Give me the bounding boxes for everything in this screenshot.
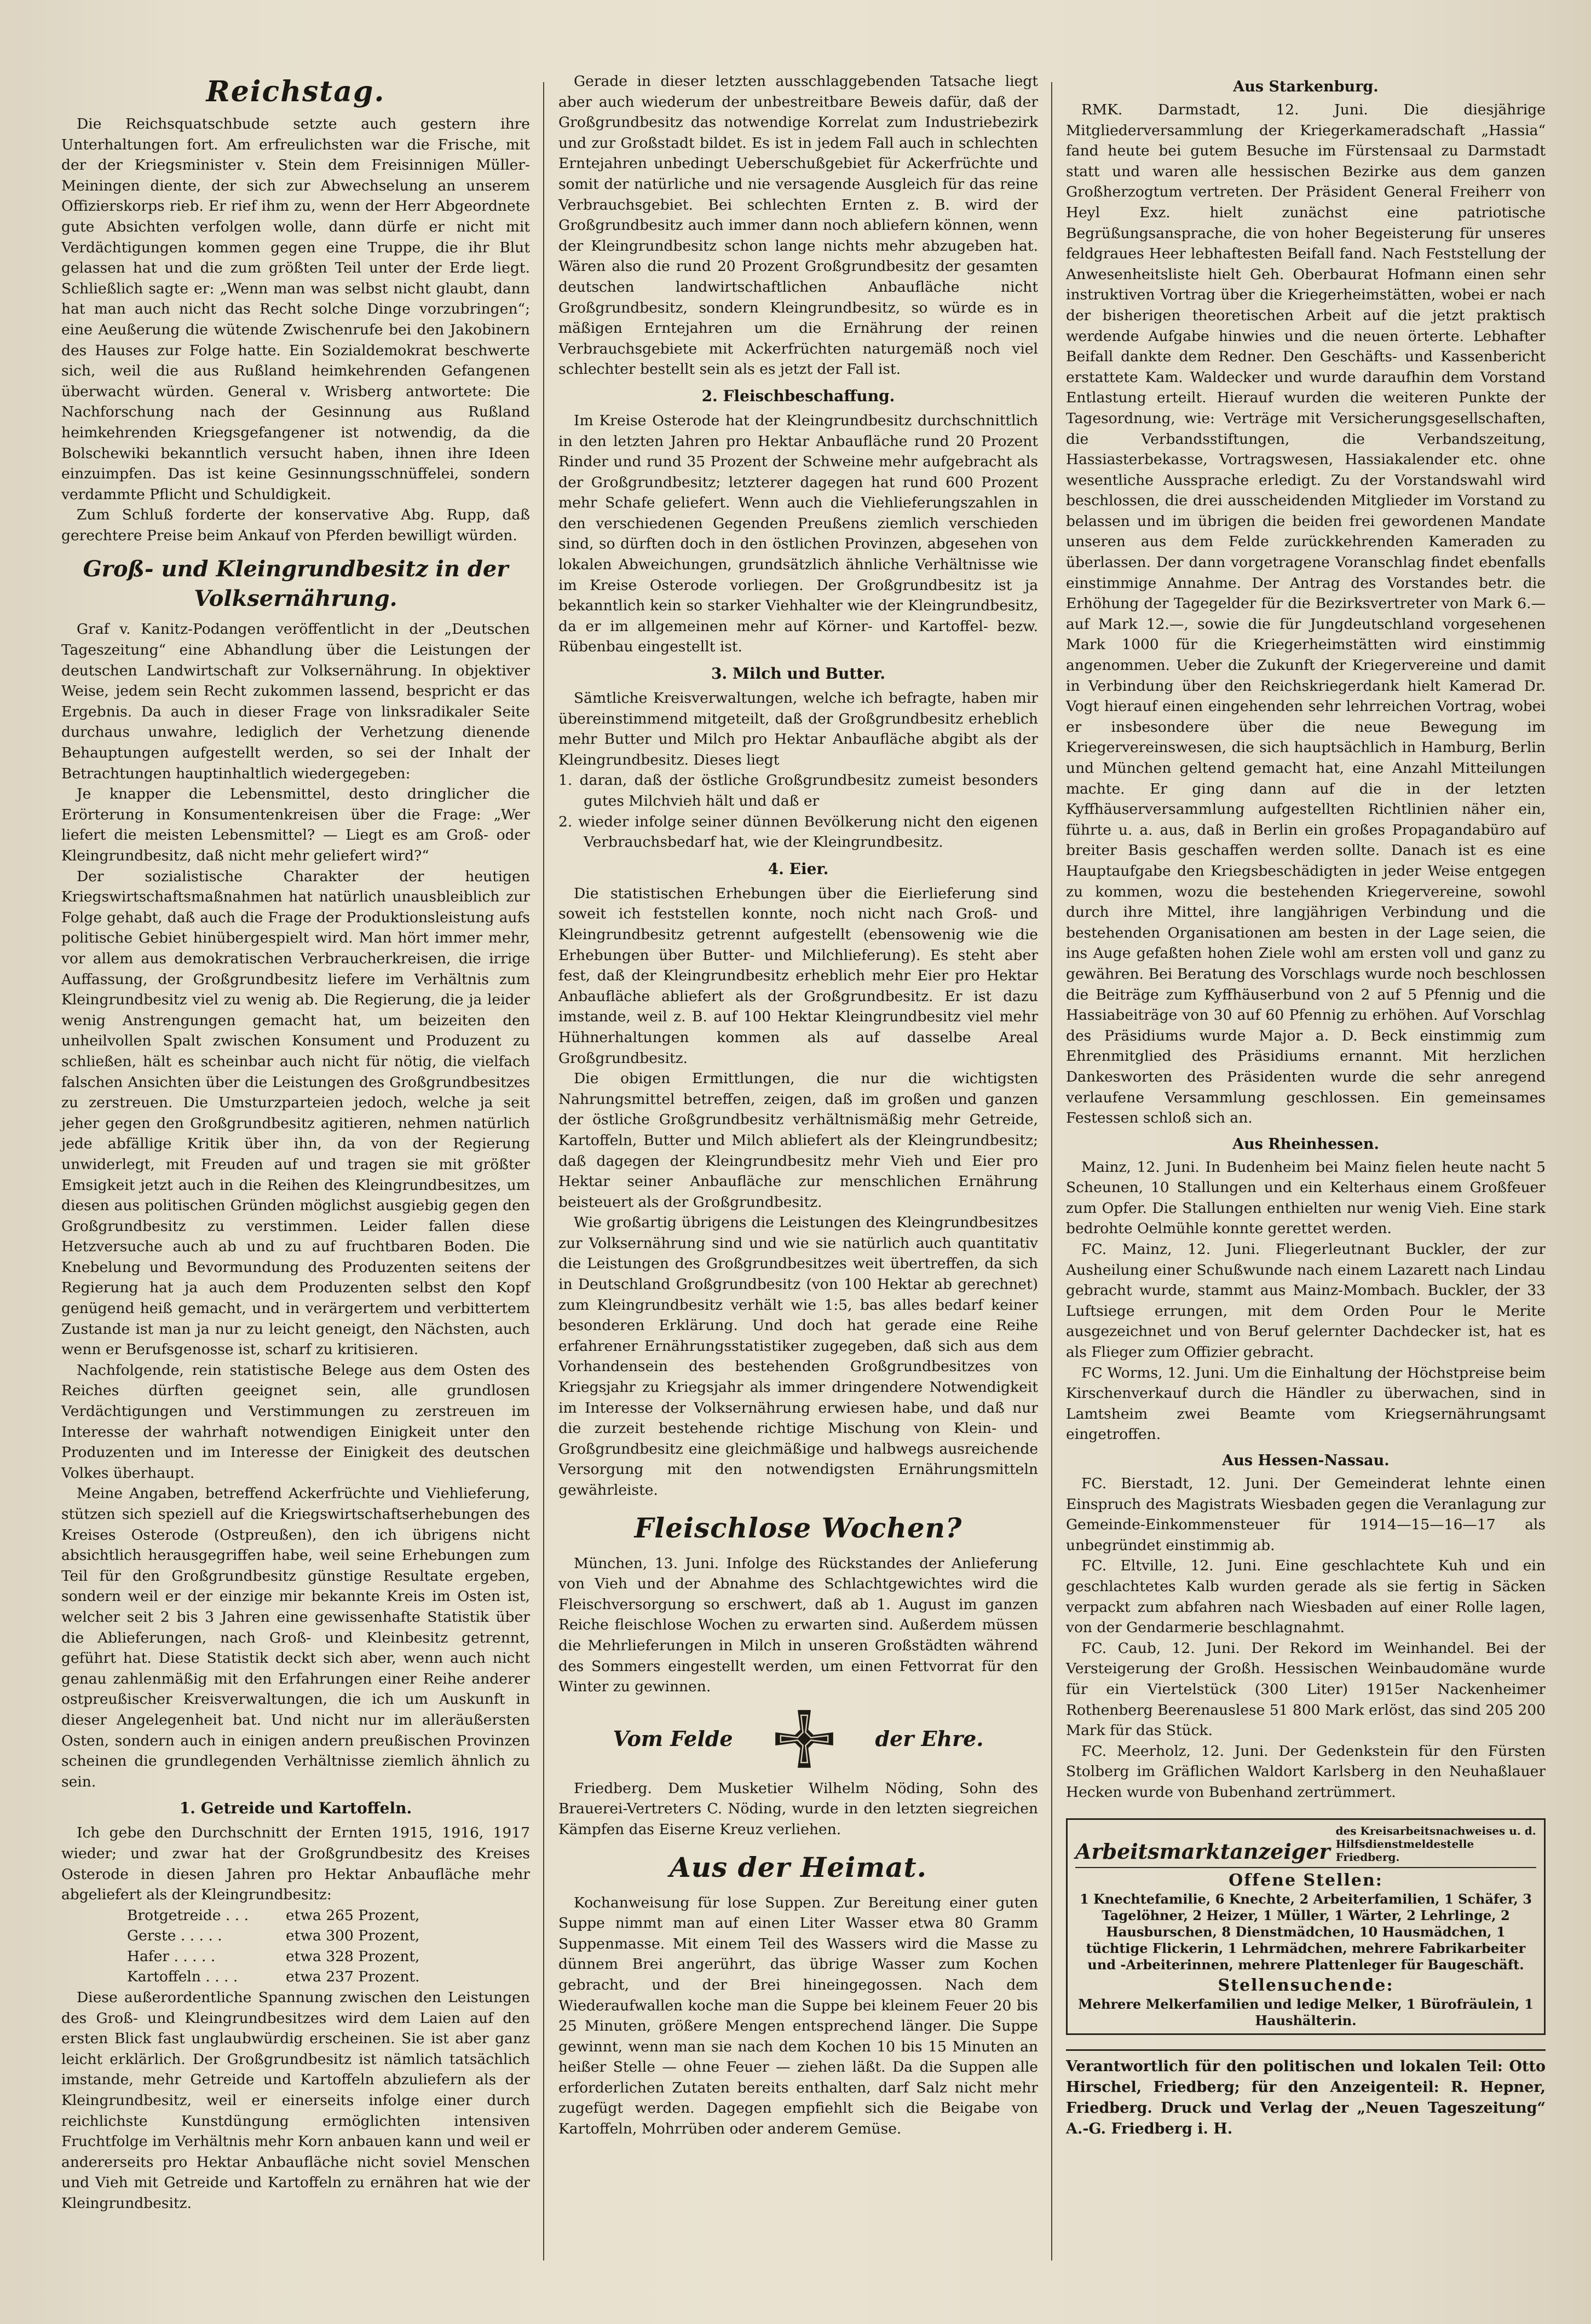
article-paragraph: München, 13. Juni. Infolge des Rückstandes der Anlieferung von Vieh und der Abnahme des Schlachtgewichtes wird die Fleischversorgung so erschwert, daß ab 1. August im ganzen Reiche fleischlose Wochen zu erwarten sind. Außerdem müssen die Mehrlieferungen in Milch in unseren Großstädten während des Sommers eingestellt werden, um einen Fettvorrat für den Winter zu gewinnen. — [558, 1554, 1038, 1696]
table-row — [127, 1926, 530, 1946]
job-seekers-text: Mehrere Melkerfamilien und ledige Melker, 1 Bürofräulein, 1 Haushälterin. — [1078, 1996, 1534, 2028]
table-cell-value: etwa 237 Prozent. — [286, 1968, 420, 1986]
column-3 — [1059, 71, 1552, 2140]
article-paragraph: Diese außerordentliche Spannung zwischen den Leistungen des Groß- und Kleingrundbesitzes wird dem Laien auf den ersten Blick fast unglaubwürdig erscheinen. Sie ist aber ganz leicht erklärlich. Der Großgrundbesitz ist nämlich tatsächlich imstande, mehr Getreide und Kartoffeln abzuliefern als der Kleingrundbesitz, weil er einerseits infolge einer durch reichlichste Kunstdüngung ermöglichten intensiven Fruchtfolge im Verhältnis mehr Korn anbauen kann und weil er andererseits pro Hektar Anbaufläche nicht soviel Menschen und Vieh mit Getreide und Kartoffeln zu ernähren hat wie der Kleingrundbesitz. — [61, 1989, 530, 2212]
imprint: Verantwortlich für den politischen und lokalen Teil: Otto Hirschel, Friedberg; für den Anzeigenteil: R. Hepner, Friedberg. Druck und Verlag der „Neuen Tageszeitung“ A.-G. Friedberg i. H. — [1066, 2049, 1546, 2140]
table-row — [127, 1967, 530, 1987]
article-paragraph: Ich gebe den Durchschnitt der Ernten 1915, 1916, 1917 wieder; und zwar hat der Großgrundbesitz des Kreises Osterode in diesen Jahren pro Hektar Anbaufläche mehr abgeliefert als der Kleingrundbesitz: — [61, 1824, 530, 1904]
article-paragraph: Die statistischen Erhebungen über die Eierlieferung sind soweit ich feststellen konnte, noch nicht nach Groß- und Kleingrundbesitz getrennt aufgestellt (ebensowenig wie die Erhebungen über Butter- und Milchlieferung). Es steht aber fest, daß der Kleingrundbesitz erheblich mehr Eier pro Hektar Anbaufläche abliefert als der Großgrundbesitz. Er ist dazu imstande, weil z. B. auf 100 Hektar Kleingrundbesitz viel mehr Hühnerhaltungen kommen als auf dasselbe Areal Großgrundbesitz. — [558, 884, 1038, 1067]
news-item: FC. Bierstadt, 12. Juni. Der Gemeinderat lehnte einen Einspruch des Magistrats Wiesbaden gegen die Veranlagung zur Gemeinde-Einkommensteuer für 1914—15—16—17 als unbegründet einstimmig ab. — [1066, 1475, 1546, 1554]
table-cell-crop: Gerste . . . . . — [127, 1927, 222, 1945]
article-paragraph: Sämtliche Kreisverwaltungen, welche ich befragte, haben mir übereinstimmend mitgeteilt, daß der Großgrundbesitz erheblich mehr Butter und Milch pro Hektar Anbaufläche abgibt als der Kleingrundbesitz. Dieses liegt — [558, 690, 1038, 768]
reichstag-paragraph: Die Reichsquatschbude setzte auch gestern ihre Unterhaltungen fort. Am erfreulichsten war die Frische, mit der der Kriegsminister v. Stein dem Freisinnigen Müller-Meiningen diente, der sich zur Abwechselung an unserem Offizierskorps rieb. Er rief ihm zu, wenn der Herr Abgeordnete gute Absichten verfolgen wolle, dann dürfe er nicht mit Verdächtigungen kommen gegen eine Truppe, die ihr Blut gelassen hat und die zum größten Teil unter der Erde liegt. Schließlich sagte er: „Wenn man was selbst nicht glaubt, dann hat man auch nicht das Recht solche Dinge vorzubringen“; eine Aeußerung die wütende Zwischenrufe bei den Jakobinern des Hauses zur Folge hatte. Ein Sozialdemokrat beschwerte sich, weil die aus Rußland heimkehrenden Gefangenen überwacht würden. General v. Wrisberg antwortete: Die Nachforschung nach der Gesinnung aus Rußland heimkehrenden Kriegsgefangener ist notwendig, da die Bolschewiki bekanntlich versucht haben, ihnen ihre Ideen einzuimpfen. Das ist keine Gesinnungsschnüffelei, sondern verdammte Pflicht und Schuldigkeit. — [61, 115, 530, 503]
table-cell-value: etwa 328 Prozent, — [286, 1947, 420, 1965]
table-cell-crop: Hafer . . . . . — [127, 1947, 216, 1965]
table-cell-crop: Brotgetreide . . . — [127, 1906, 249, 1924]
column-rule — [543, 82, 544, 2261]
region-heading: Aus Starkenburg. — [1233, 78, 1379, 95]
job-market-box — [1066, 1818, 1546, 2035]
table-cell-value: etwa 265 Prozent, — [286, 1906, 420, 1924]
article-paragraph: Gerade in dieser letzten ausschlaggebenden Tatsache liegt aber auch wiederum der unbestreitbare Beweis dafür, daß der Großgrundbesitz das notwendige Korrelat zum Industriebezirk und zur Großstadt bildet. Es ist in jedem Fall auch in schlechten Erntejahren unbedingt Ueberschußgebiet für Ackerfrüchte und somit der natürliche und nie versagende Ausgleich für das reine Verbrauchsgebiet. Bei schlechten Ernten z. B. wird der Großgrundbesitz auch immer dann noch abliefern können, wenn der Kleingrundbesitz schon lange nichts mehr abzugeben hat. Wären also die rund 20 Prozent Großgrundbesitz der gesamten deutschen landwirtschaftlichen Anbaufläche nicht Großgrundbesitz, sondern Kleingrundbesitz, so würde es in mäßigen Erntejahren um die Ernährung der reinen Verbrauchsgebiete mit Ackerfrüchten naturgemäß noch viel schlechter bestellt sein als es jetzt der Fall ist. — [558, 73, 1038, 378]
table-cell-crop: Kartoffeln . . . . — [127, 1968, 238, 1986]
news-item: FC Worms, 12. Juni. Um die Einhaltung der Höchstpreise beim Kirschenverkauf durch die Händler zu überwachen, sind in Lamtsheim zwei Beamte vom Kriegsernährungsamt eingetroffen. — [1066, 1364, 1546, 1443]
open-positions-text: 1 Knechtefamilie, 6 Knechte, 2 Arbeiterfamilien, 1 Schäfer, 3 Tagelöhner, 2 Heizer, 1 Müller, 1 Wärter, 2 Lehrlinge, 2 Hausburschen, 8 Dienstmädchen, 10 Hausmädchen, 1 tüchtige Flickerin, 1 Lehrmädchen, mehrere Fabrikarbeiter und -Arbeiterinnen, mehrere Plattenleger für Baugeschäft. — [1080, 1891, 1532, 1973]
list-item: 1. daran, daß der östliche Großgrundbesitz zumeist besonders gutes Milchvieh hält und daß er — [558, 772, 1038, 810]
reichstag-headline: Reichstag. — [206, 75, 385, 108]
article-paragraph: Je knapper die Lebensmittel, desto dringlicher die Erörterung in Konsumentenkreisen über die Frage: „Wer liefert die meisten Lebensmittel? — Liegt es am Groß- oder Kleingrundbesitz, daß nicht mehr geliefert wird?“ — [61, 785, 530, 864]
open-positions-heading: Offene Stellen: — [1229, 1870, 1383, 1890]
delivery-table — [127, 1905, 530, 1987]
honor-heading-right: der Ehre. — [875, 1726, 984, 1751]
grundbesitz-headline-line2: Volksernährung. — [194, 586, 397, 612]
news-item: FC. Meerholz, 12. Juni. Der Gedenkstein für den Fürsten Stolberg im Gräflichen Waldort Karlsberg in den Neuhaßlauer Hecken wurde von Bubenhand zertrümmert. — [1066, 1742, 1546, 1801]
article-paragraph: Nachfolgende, rein statistische Belege aus dem Osten des Reiches dürften geeignet sein, alle grundlosen Verdächtigungen und Verstimmungen zu zerstreuen im Interesse der wahrhaft notwendigen Einigkeit unter den Produzenten und im Interesse der Einigkeit des deutschen Volkes überhaupt. — [61, 1361, 530, 1482]
news-item: Mainz, 12. Juni. In Budenheim bei Mainz fielen heute nacht 5 Scheunen, 10 Stallungen und ein Kelterhaus einem Großfeuer zum Opfer. Die Stallungen enthielten nur wenig Vieh. Eine stark bedrohte Oelmühle konnte gerettet werden. — [1066, 1158, 1546, 1238]
article-paragraph: Graf v. Kanitz-Podangen veröffentlicht in der „Deutschen Tageszeitung“ eine Abhandlung über die Leistungen der deutschen Landwirtschaft zur Volksernährung. In objektiver Weise, jedem sein Recht zukommen lassend, bespricht er das Ergebnis. Da auch in dieser Frage von linksradikaler Seite durchaus unwahre, lediglich der Verhetzung dienende Behauptungen aufgestellt werden, so sei der Inhalt der Betrachtungen hauptinhaltlich wiedergegeben: — [61, 621, 530, 782]
news-item: FC. Eltville, 12. Juni. Eine geschlachtete Kuh und ein geschlachtetes Kalb wurden gerade als sie fertig in Säcken verpackt zum abfahren nach Wiesbaden auf einer Rolle lagen, von der Gendarmerie beschlagnahmt. — [1066, 1557, 1546, 1637]
section-heading: 1. Getreide und Kartoffeln. — [179, 1799, 412, 1818]
column-1 — [55, 71, 537, 2214]
job-market-title: Arbeitsmarktanzeiger — [1075, 1839, 1330, 1864]
news-item: FC. Mainz, 12. Juni. Fliegerleutnant Buckler, der zur Ausheilung einer Schußwunde nach einem Lazarett nach Lindau gebracht wurde, stammt aus Mainz-Mombach. Buckler, der 33 Luftsiege errungen, mit dem Orden Pour le Merite ausgezeichnet und von Beruf gelernter Dachdecker ist, hat es als Flieger zum Offizier gebracht. — [1066, 1241, 1546, 1361]
job-market-header — [1075, 1824, 1536, 1868]
grundbesitz-headline — [61, 554, 530, 614]
article-paragraph: Die obigen Ermittlungen, die nur die wichtigsten Nahrungsmittel betreffen, zeigen, daß im großen und ganzen der östliche Großgrundbesitz verhältnismäßig mehr Getreide, Kartoffeln, Butter und Milch abliefert als der Kleingrundbesitz; daß dagegen der Kleingrundbesitz mehr Vieh und Eier pro Hektar seiner Anbaufläche zur menschlichen Ernährung beisteuert als der Großgrundbesitz. — [558, 1070, 1038, 1211]
news-item: FC. Caub, 12. Juni. Der Rekord im Weinhandel. Bei der Versteigerung der Großh. Hessischen Weinbaudomäne wurde für ein Viertelstück (300 Liter) 1915er Nackenheimer Rothenberg Beerenauslese 51 800 Mark erlöst, das sind 205 200 Mark für das Stück. — [1066, 1639, 1546, 1739]
honor-heading-left: Vom Felde — [613, 1726, 733, 1751]
article-paragraph: Der sozialistische Charakter der heutigen Kriegswirtschaftsmaßnahmen hat natürlich unausbleiblich zur Folge gehabt, daß auch die Frage der Produktionsleistung aufs politische Gebiet hinübergespielt wird. Man hört immer mehr, vor allem aus demokratischen Verbraucherkreisen, die irrige Auffassung, der Großgrundbesitz liefere im Verhältnis zum Kleingrundbesitz viel zu wenig ab. Die Regierung, die ja leider wenig Anstrengungen gemacht hat, um beizeiten den unheilvollen Spalt zwischen Konsument und Produzent zu schließen, hält es scheinbar auch nicht für nötig, die vielfach falschen Ansichten über die Leistungen des Großgrundbesitzes zu zerstreuen. Die Umsturzparteien jedoch, welche ja seit jeher gegen den Großgrundbesitz agitieren, nehmen natürlich jede abfällige Kritik über ihn, da von der Regierung unwiderlegt, mit Freuden auf und tragen sie mit größter Emsigkeit jetzt auch in die Reihen des Kleingrundbesitzes, um diesen aus politischen Gründen möglichst ausgiebig gegen den Großgrundbesitz zu verstimmen. Leider fallen diese Hetzversuche auch ab und zu auf fruchtbaren Boden. Die Knebelung und Bevormundung des Produzenten seitens der Regierung hat ja auch dem Produzenten selbst den Kopf genügend heiß gemacht, und in verärgertem und verbittertem Zustande ist man ja nur zu leicht geneigt, den Nächsten, auch wenn er Berufsgenosse ist, scharf zu kritisieren. — [61, 868, 530, 1358]
honor-heading — [558, 1706, 1038, 1772]
list-item: 2. wieder infolge seiner dünnen Bevölkerung nicht den eigenen Verbrauchsbedarf hat, wie der Kleingrundbesitz. — [558, 813, 1038, 851]
article-paragraph: Meine Angaben, betreffend Ackerfrüchte und Viehlieferung, stützen sich speziell auf die Kriegswirtschaftserhebungen des Kreises Osterode (Ostpreußen), den ich übrigens nicht absichtlich herausgegriffen habe, weil seine Erhebungen zum Teil für den Großgrundbesitz günstige Resultate ergeben, sondern weil er der einzige mir bekannte Kreis im Osten ist, welcher seit 2 bis 3 Jahren eine gewissenhafte Statistik über die Ablieferungen, nach Groß- und Kleinbesitz getrennt, geführt hat. Diese Statistik deckt sich aber, wenn auch nicht genau zahlenmäßig mit den Erfahrungen einer Reihe anderer ostpreußischer Kreisverwaltungen, die ich um Auskunft in dieser Angelegenheit bat. Und nicht nur im alleräußersten Osten, sondern auch in einigen andern preußischen Provinzen scheinen die grundlegenden Verhältnisse ziemlich ähnlich zu sein. — [61, 1485, 530, 1790]
region-heading: Aus Hessen-Nassau. — [1222, 1452, 1390, 1469]
reichstag-paragraph: Zum Schluß forderte der konservative Abg. Rupp, daß gerechtere Preise beim Ankauf von Pferden bewilligt würden. — [61, 506, 530, 544]
news-item: RMK. Darmstadt, 12. Juni. Die diesjährige Mitgliederversammlung der Kriegerkameradschaft „Hassia“ fand heute bei gutem Besuche im Fürstensaal zu Darmstadt statt und waren alle hessischen Bezirke aus dem ganzen Großherzogtum vertreten. Der Präsident General Freiherr von Heyl Exz. hielt zunächst eine patriotische Begrüßungsansprache, die von hoher Begeisterung für unseres feldgraues Heer lebhaftesten Beifall fand. Nach Feststellung der Anwesenheitsliste hielt Geh. Oberbaurat Hofmann einen sehr instruktiven Vortrag über die Kriegerheimstätten, wobei er nach der bisherigen theoretischen Arbeit auf die jetzt praktisch werdende Aufgabe hinwies und die neuen örterte. Lebhafter Beifall dankte dem Redner. Den Geschäfts- und Kassenbericht erstattete Kam. Waldecker und wurde daraufhin dem Vorstand Entlastung erteilt. Hierauf wurden die weiteren Punkte der Tagesordnung, wie: Verträge mit Versicherungsgesellschaften, die Verbandsstiftungen, die Verbandszeitung, Hassiasterbekasse, Vortragswesen, Hassiakalender etc. ohne wesentliche Aussprache erledigt. Zu der Vorstandswahl wird beschlossen, die drei ausscheidenden Mitglieder im Vorstand zu belassen und im übrigen die beiden frei gewordenen Mandate unseren aus dem Felde zurückkehrenden Kameraden zu überlassen. Der dann vorgetragene Voranschlag findet ebenfalls einstimmige Annahme. Der Antrag des Vorstandes betr. die Erhöhung der Tagegelder für die Bezirksvertreter von Mark 6.— auf Mark 12.—, sowie die für Jungdeutschland vorgesehenen Mark 1000 für die Kriegerheimstätten wird einstimmig angenommen. Ueber die Zukunft der Kriegervereine und damit in Verbindung über den Reichskriegerdank hielt Kamerad Dr. Vogt hierauf einen eingehenden sehr lehrreichen Vortrag, wobei er insbesondere über die neue Bewegung im Kriegervereinswesen, die sich hauptsächlich in Hamburg, Berlin und München geltend gemacht hat, eine Anzahl Mitteilungen machte. Er ging dann auf die in der letzten Kyffhäuserversammlung aufgestellten Richtlinien näher ein, führte u. a. aus, daß in Berlin ein großes Propagandabüro auf breiter Basis geschaffen werden sollte. Danach ist es eine Hauptaufgabe den Kriegsbeschädigten in jeder Weise entgegen zu kommen, wozu die bestehenden Kriegervereine, sowohl durch ihre Mittel, ihre langjährigen Verbindung und die bestehenden Organisationen am besten in der Lage seien, die ins Auge gefaßten hohen Ziele wohl am ersten voll und ganz zu gewähren. Bei Beratung des Vorschlags wurde noch beschlossen die Beiträge zum Kyffhäuserbund von 2 auf 5 Pfennig und die Hassiabeiträge von 30 auf 60 Pfennig zu erhöhen. Auf Vorschlag des Präsidiums wurde Major a. D. Beck einstimmig zum Ehrenmitglied des Präsidiums ernannt. Mit herzlichen Dankesworten des Präsidenten wurde die sehr anregend verlaufene Versammlung geschlossen. Ein gemeinsames Festessen schloß sich an. — [1066, 101, 1546, 1127]
article-paragraph: Kochanweisung für lose Suppen. Zur Bereitung einer guten Suppe nimmt man auf einen Liter Wasser etwa 80 Gramm Suppenmasse. Mit einem Teil des Wassers wird die Masse zu dünnem Brei angerührt, das übrige Wasser zum Kochen gebracht, und der Brei hineingegossen. Nach dem Wiederaufwallen koche man die Suppe bei kleinem Feuer 20 bis 25 Minuten, größere Mengen entsprechend länger. Die Suppe gewinnt, wenn man sie nach dem Kochen 10 bis 15 Minuten an heißer Stelle — ohne Feuer — ziehen läßt. Da die Suppen alle erforderlichen Zutaten bereits enthalten, darf Salz nicht mehr zugefügt werden. Dagegen empfiehlt sich die Beigabe von Kartoffeln, Mohrrüben oder anderem Gemüse. — [558, 1894, 1038, 2138]
column-rule — [1051, 82, 1052, 2261]
fleischlose-headline: Fleischlose Wochen? — [634, 1511, 962, 1544]
table-cell-value: etwa 300 Prozent, — [286, 1927, 420, 1945]
grundbesitz-headline-line1: Groß- und Kleingrundbesitz in der — [83, 556, 509, 582]
table-row — [127, 1946, 530, 1967]
job-market-subtitle: des Kreisarbeitsnachweises u. d. Hilfsdienstmeldestelle Friedberg. — [1335, 1824, 1536, 1864]
job-seekers-heading: Stellensuchende: — [1218, 1975, 1394, 1995]
article-paragraph: Im Kreise Osterode hat der Kleingrundbesitz durchschnittlich in den letzten Jahren pro Hektar Anbaufläche rund 20 Prozent Rinder und rund 35 Prozent der Schweine mehr aufgebracht als der Großgrundbesitz; letzterer dagegen hat rund 600 Prozent mehr Schafe geliefert. Wenn auch die Viehlieferungszahlen in den verschiedenen Gegenden Preußens ziemlich verschieden sind, so dürften doch in den östlichen Provinzen, abgesehen von lokalen Abweichungen, grundsätzlich ähnliche Verhältnisse wie im Kreise Osterode vorliegen. Der Großgrundbesitz ist ja bekanntlich kein so starker Viehhalter wie der Kleingrundbesitz, da er im allgemeinen mehr auf Körner- und Kartoffel- bezw. Rübenbau eingestellt ist. — [558, 412, 1038, 656]
reasons-list — [558, 770, 1038, 852]
iron-cross-icon — [771, 1706, 837, 1772]
heimat-headline: Aus der Heimat. — [669, 1851, 927, 1883]
article-paragraph: Friedberg. Dem Musketier Wilhelm Nöding, Sohn des Brauerei-Vertreters C. Nöding, wurde in den letzten siegreichen Kämpfen das Eiserne Kreuz verliehen. — [558, 1779, 1038, 1838]
region-heading: Aus Rheinhessen. — [1232, 1135, 1379, 1153]
column-2 — [552, 71, 1045, 2140]
table-row — [127, 1905, 530, 1926]
section-heading: 3. Milch und Butter. — [711, 664, 886, 683]
section-heading: 4. Eier. — [768, 859, 829, 878]
article-paragraph: Wie großartig übrigens die Leistungen des Kleingrundbesitzes zur Volksernährung sind und wie sie natürlich auch quantitativ die Leistungen des Großgrundbesitzes weit übertreffen, da sich in Deutschland Großgrundbesitz (von 100 Hektar ab gerechnet) zum Kleingrundbesitz verhält wie 1:5, bas alles bedarf keiner besonderen Erklärung. Und doch hat gerade eine Reihe erfahrener Ernährungsstatistiker zugegeben, daß sich aus dem Vorhandensein des bestehenden Großgrundbesitzes von Kriegsjahr zu Kriegsjahr als immer dringendere Notwendigkeit im Interesse der Volksernährung erwiesen habe, und daß nur die zurzeit bestehende richtige Mischung von Klein- und Großgrundbesitz eine gleichmäßige und halbwegs ausreichende Versorgung mit den notwendigsten Ernährungsmitteln gewährleiste. — [558, 1214, 1038, 1499]
section-heading: 2. Fleischbeschaffung. — [701, 386, 895, 405]
